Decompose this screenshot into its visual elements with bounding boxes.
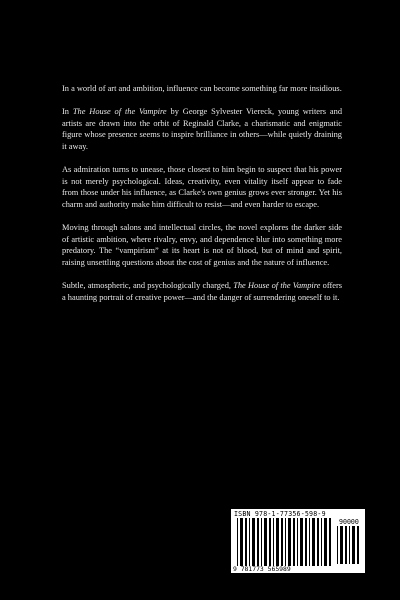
barcode-bar (276, 518, 279, 566)
barcode-bar (249, 518, 250, 566)
barcode-bar (349, 526, 350, 564)
barcode-bar (273, 518, 274, 566)
barcode-bar (257, 518, 259, 566)
barcode-bar (237, 518, 238, 566)
blurb-text-fragment: offers a haunting portrait of creative power—and the danger of surrendering oneself to it. (62, 281, 343, 302)
barcode-bar (288, 518, 291, 566)
book-title-italic: The House of the Vampire (233, 281, 321, 291)
isbn-label: ISBN 978-1-77356-598-9 (234, 510, 326, 518)
barcode-bar (357, 526, 359, 564)
isbn-barcode (231, 509, 365, 573)
blurb-paragraph-3: As admiration turns to unease, those closest to him begin to suspect that his power is not merely psychological. Ideas, creativity, even vitality itself appear to fade from those under his influence, as Clarke's own genius grows ever stronger. Yet his charm and authority make him difficult to resist—and even harder to escape. (62, 165, 342, 209)
barcode-bars (237, 518, 333, 566)
blurb-text-fragment: In (62, 107, 73, 117)
barcode-bar (269, 518, 271, 566)
blurb-paragraph-1: In a world of art and ambition, influence can become something far more insidious. (62, 84, 342, 93)
barcode-bar (285, 518, 286, 566)
barcode-bar (240, 518, 243, 566)
barcode-digits: 9 781773 565989 (233, 565, 291, 573)
barcode-bar (324, 518, 327, 566)
barcode-bar (321, 518, 322, 566)
barcode-bar (264, 518, 267, 566)
barcode-bar (252, 518, 255, 566)
barcode-bar (305, 518, 307, 566)
barcode-bar (329, 518, 331, 566)
blurb-text (62, 83, 342, 315)
barcode-bar (312, 518, 315, 566)
blurb-paragraph-4: Moving through salons and intellectual circles, the novel explores the darker side of artistic ambition, where rivalry, envy, and dependence blur into something more predatory. The “vampirism” at its heart is not of blood, but of mind and spirit, raising unsettling questions about the cost of genius and the nature of influence. (62, 223, 342, 267)
barcode-bar (352, 526, 355, 564)
blurb-paragraph-5 (62, 280, 342, 303)
barcode-bar (309, 518, 310, 566)
price-code: 90000 (339, 518, 359, 526)
barcode-bar (337, 526, 338, 564)
barcode-bar (317, 518, 319, 566)
barcode-bar (340, 526, 343, 564)
barcode-bar (300, 518, 303, 566)
blurb-text-fragment: Subtle, atmospheric, and psychologically charged, (62, 281, 234, 291)
blurb-text-fragment: by George Sylvester Viereck, young writers and artists are drawn into the orbit of Reginald Clarke, a charismatic and enigmatic figure whose presence seems to inspire brilliance in others—while quietly draining it away. (62, 107, 343, 151)
barcode-bar (293, 518, 295, 566)
barcode-bar (261, 518, 262, 566)
barcode-bar (281, 518, 283, 566)
blurb-paragraph-2 (62, 106, 342, 152)
price-barcode-bars (337, 526, 361, 564)
book-title-italic: The House of the Vampire (72, 107, 167, 117)
barcode-bar (297, 518, 298, 566)
barcode-bar (345, 526, 347, 564)
barcode-bar (245, 518, 247, 566)
